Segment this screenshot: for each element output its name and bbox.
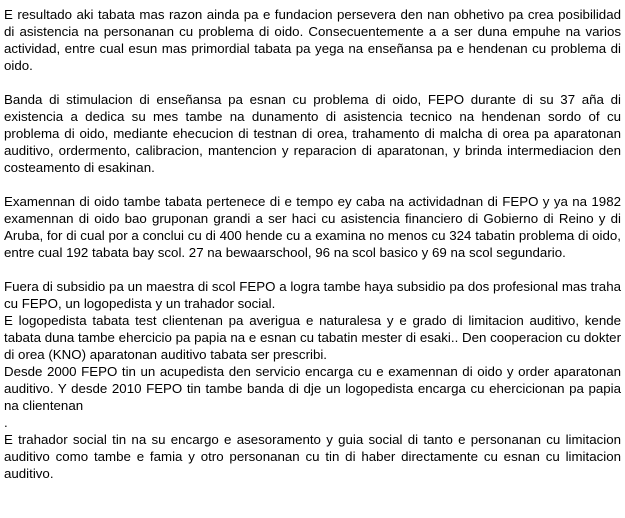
paragraph-spacer: [4, 176, 621, 193]
paragraph-spacer: [4, 74, 621, 91]
paragraph-intro: E resultado aki tabata mas razon ainda pa e fundacion persevera den nan obhetivo pa crea posibilidad di asistencia na personanan cu problema di oido. Consecuentemente a a ser duna empuhe na varios actividad, entre cual esun mas primordial tabata pa yega na enseñansa pa e hendenan cu problema di oido.: [4, 7, 621, 73]
paragraph-stray-dot: .: [4, 415, 8, 430]
paragraph-speech-therapist: E logopedista tabata test clientenan pa averigua e naturalesa y e grado di limitacion auditivo, kende tabata duna tambe ehercicio pa papia na e esnan cu tabatin mester di esaki.. Den cooperacion cu dokter di orea (KNO) aparatonan auditivo tabata ser prescribi.: [4, 313, 621, 362]
paragraph-acupedist: Desde 2000 FEPO tin un acupedista den servicio encarga cu e examennan di oido y order aparatonan auditivo. Y desde 2010 FEPO tin tambe banda di dje un logopedista encarga cu ehercicionan pa papia na clientenan: [4, 364, 621, 413]
paragraph-subsidy: Fuera di subsidio pa un maestra di scol FEPO a logra tambe haya subsidio pa dos profesional mas traha cu FEPO, un logopedista y un trahador social.: [4, 279, 621, 311]
paragraph-hearing-exams: Examennan di oido tambe tabata pertenece di e tempo ey caba na actividadnan di FEPO y ya na 1982 examennan di oido bao gruponan grandi a ser haci cu asistencia financiero di Gobierno di Reino y di Aruba, for di cual por a conclui cu di 400 hende cu a examina no menos cu 324 tabatin problema di oido, entre cual 192 tabata bay scol. 27 na bewaarschool, 96 na scol basico y 69 na scol segundario.: [4, 194, 621, 260]
paragraph-spacer: [4, 261, 621, 278]
paragraph-technical-assistance: Banda di stimulacion di enseñansa pa esnan cu problema di oido, FEPO durante di su 37 aña di existencia a dedica su mes tambe na dunamento di asistencia tecnico na hendenan sordo of cu problema di oido, mediante ehecucion di testnan di orea, trahamento di malcha di orea pa aparatonan auditivo, ordermento, calibracion, mantencion y reparacion di aparatonan, y brinda intermediacion den costeamento di esakinan.: [4, 92, 621, 175]
paragraph-social-worker: E trahador social tin na su encargo e asesoramento y guia social di tanto e personanan cu limitacion auditivo como tambe e famia y otro personanan cu tin di haber directamente cu esnan cu limitacion auditivo.: [4, 432, 621, 481]
